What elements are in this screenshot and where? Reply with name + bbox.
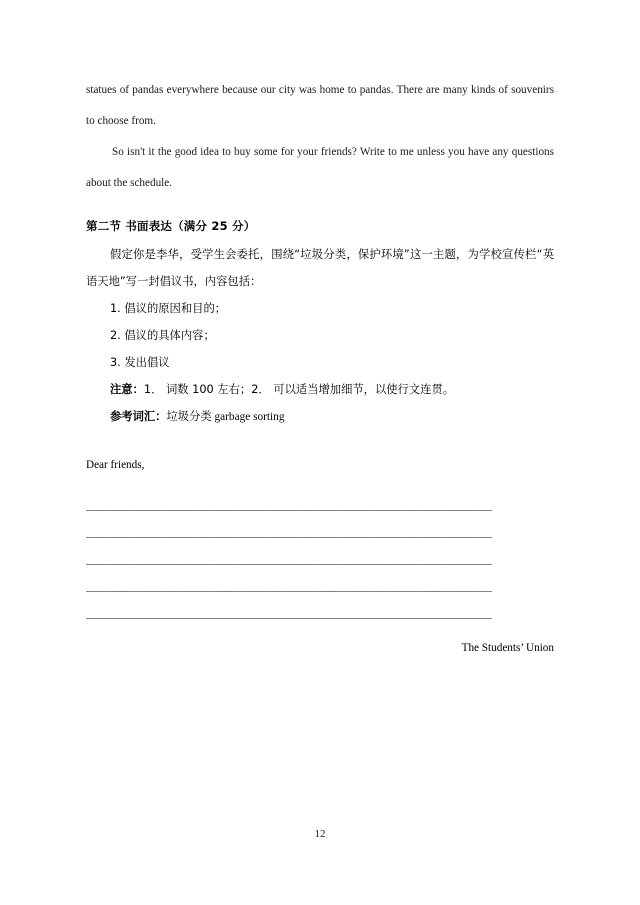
notice-text: 1． 词数 100 左右；2． 可以适当增加细节，以使行文连贯。 bbox=[143, 383, 455, 396]
writing-prompt: 假定你是李华，受学生会委托，围绕“垃圾分类，保护环境”这一主题，为学校宣传栏“英语天地”写一封倡议书，内容包括： bbox=[86, 248, 554, 288]
page-number: 12 bbox=[314, 828, 326, 840]
requirement-item: 3. 发出倡议 bbox=[110, 356, 170, 369]
vocabulary-line bbox=[86, 403, 554, 431]
answer-area bbox=[86, 493, 554, 628]
answer-line: ______________________________________________________________________________ bbox=[86, 554, 492, 566]
letter-salutation: Dear friends, bbox=[86, 459, 145, 471]
notice-line bbox=[86, 376, 554, 403]
paragraph-continuation: statues of pandas everywhere because our city was home to pandas. There are many kinds of souvenirs to choose from. bbox=[86, 84, 554, 127]
document-body bbox=[86, 75, 554, 654]
answer-line: ______________________________________________________________________________ bbox=[86, 581, 492, 593]
answer-line: ______________________________________________________________________________ bbox=[86, 527, 492, 539]
vocabulary-label: 参考词汇： bbox=[110, 410, 167, 423]
letter-signature: The Students’ Union bbox=[461, 642, 554, 654]
requirement-item: 2. 倡议的具体内容； bbox=[110, 329, 215, 342]
paragraph-closing: So isn't it the good idea to buy some for your friends? Write to me unless you have any questions about the schedule. bbox=[86, 146, 554, 189]
vocabulary-text: 垃圾分类 garbage sorting bbox=[166, 411, 285, 423]
answer-line: ______________________________________________________________________________ bbox=[86, 500, 492, 512]
requirement-item: 1. 倡议的原因和目的； bbox=[110, 302, 227, 315]
notice-label: 注意： bbox=[110, 383, 144, 396]
section-heading: 第二节 书面表达（满分 25 分） bbox=[86, 219, 256, 233]
answer-line: ______________________________________________________________________________ bbox=[86, 608, 492, 620]
